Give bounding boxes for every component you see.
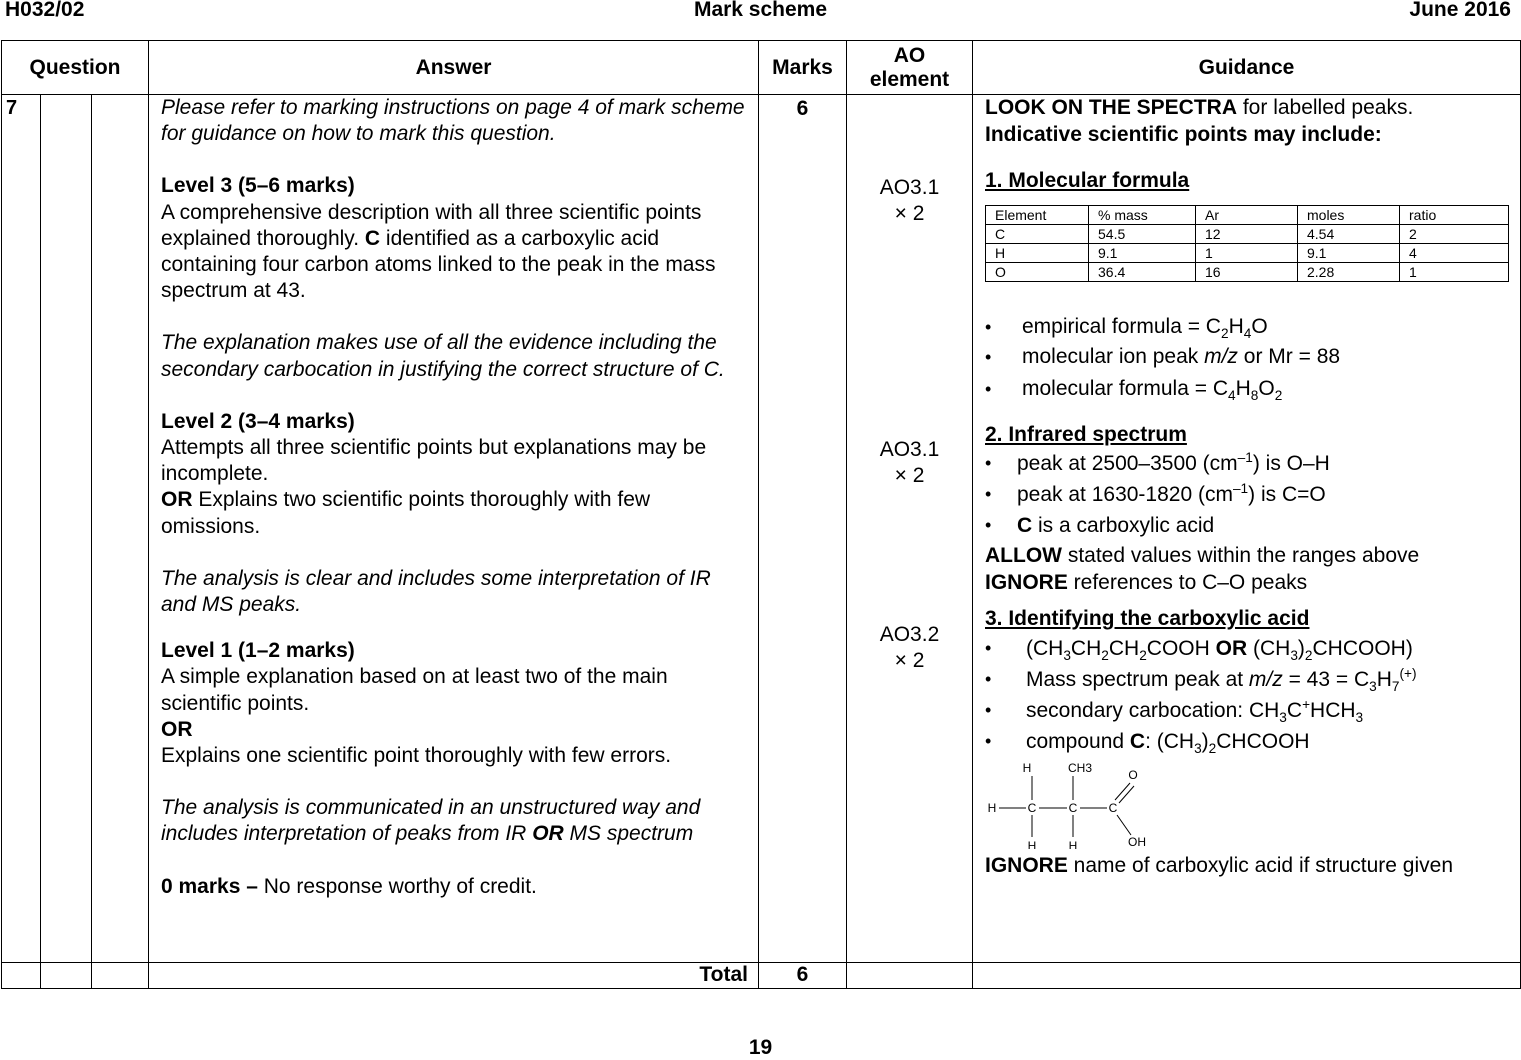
ir-carboxylic: • C is a carboxylic acid bbox=[985, 510, 1510, 541]
question-number: 7 bbox=[2, 95, 41, 963]
ms-peak: • Mass spectrum peak at $m/z = 43 = C_3H_7^{(+)}$ bbox=[985, 664, 1510, 695]
level2-text: Attempts all three scientific points but explanations may be incomplete. bbox=[161, 436, 707, 486]
answer-cell bbox=[149, 95, 759, 963]
struct-atom-h: H bbox=[1027, 838, 1037, 849]
moles-table bbox=[985, 205, 1509, 282]
ao-item: AO3.1 × 2 bbox=[879, 438, 940, 487]
struct-atom-c: C bbox=[1108, 800, 1118, 815]
zero-marks: 0 marks – No response worthy of credit. bbox=[161, 874, 537, 898]
section2-list bbox=[985, 448, 1510, 541]
level3-heading: Level 3 (5–6 marks) bbox=[161, 174, 355, 198]
ao-item: AO3.2 × 2 bbox=[879, 623, 940, 672]
level2-italic: The analysis is clear and includes some interpretation of IR and MS peaks. bbox=[161, 566, 711, 617]
level1-heading: Level 1 (1–2 marks) bbox=[161, 639, 355, 663]
level1-or: OR bbox=[161, 717, 193, 741]
molecular-ion: • molecular ion peak m/z or Mr = 88 bbox=[985, 342, 1510, 372]
level3-italic: The explanation makes use of all the evidence including the secondary carbocation in justifying the correct structure of C. bbox=[161, 331, 725, 381]
level2-heading: Level 2 (3–4 marks) bbox=[161, 409, 355, 433]
section1-list bbox=[985, 312, 1510, 404]
allow-line: ALLOW stated values within the ranges above bbox=[985, 544, 1420, 567]
level2-or-text: OR Explains two scientific points thoroughly with few omissions. bbox=[161, 488, 651, 538]
ao-item: AO3.1 × 2 bbox=[879, 176, 940, 225]
moles-table-header: Element % mass Ar moles ratio bbox=[986, 205, 1509, 224]
carbocation: • secondary carbocation: $CH_3C^+HCH_3$ bbox=[985, 695, 1510, 726]
struct-group-oh: OH bbox=[1128, 834, 1146, 849]
marks-value: 6 bbox=[759, 95, 847, 963]
isomer-formulae: • ($CH_3CH_2CH_2COOH$ OR $(CH_3)_2CHCOOH$) bbox=[985, 633, 1510, 664]
moles-table-row: C 54.5 12 4.54 2 bbox=[986, 224, 1509, 243]
col-marks: Marks bbox=[759, 41, 847, 95]
col-question: Question bbox=[2, 41, 149, 95]
struct-atom-c: C bbox=[1027, 800, 1037, 815]
struct-atom-h: H bbox=[1022, 760, 1032, 775]
ir-peak-co: • peak at 1630-1820 $(cm^{-1})$ is C=O bbox=[985, 479, 1510, 510]
level1-text: A simple explanation based on at least two of the main scientific points. bbox=[161, 665, 668, 715]
moles-table-row: H 9.1 1 9.1 4 bbox=[986, 243, 1509, 262]
page-number: 19 bbox=[748, 1036, 773, 1059]
molecular-formula: • molecular formula = $C_4H_8O_2$ bbox=[985, 374, 1510, 404]
question-row bbox=[2, 95, 1521, 963]
struct-atom-h: H bbox=[1068, 838, 1078, 849]
guidance-cell bbox=[973, 95, 1521, 963]
total-value: 6 bbox=[759, 963, 847, 989]
section1-heading: 1. Molecular formula bbox=[985, 169, 1190, 192]
question-subpart bbox=[92, 95, 149, 963]
ir-peak-oh: • peak at 2500–3500 $(cm^{-1})$ is O–H bbox=[985, 448, 1510, 479]
structural-formula bbox=[985, 757, 1185, 849]
section3-heading: 3. Identifying the carboxylic acid bbox=[985, 607, 1310, 630]
look-line: LOOK ON THE SPECTRA for labelled peaks. bbox=[985, 96, 1414, 119]
answer-intro: Please refer to marking instructions on page 4 of mark scheme for guidance on how to mark this question. bbox=[161, 96, 745, 146]
ignore-line: IGNORE references to C–O peaks bbox=[985, 570, 1308, 594]
doc-code: H032/02 bbox=[5, 0, 85, 21]
total-label: Total bbox=[149, 963, 759, 989]
section3-list bbox=[985, 633, 1510, 757]
struct-atom-o: O bbox=[1128, 767, 1138, 782]
col-ao: AO element bbox=[847, 41, 973, 95]
indicative-line: Indicative scientific points may include: bbox=[985, 122, 1382, 146]
level1-text2: Explains one scientific point thoroughly with few errors. bbox=[161, 744, 672, 768]
doc-date: June 2016 bbox=[1409, 0, 1511, 21]
moles-table-row: O 36.4 16 2.28 1 bbox=[986, 262, 1509, 281]
empirical-formula: • empirical formula = $C_2H_4O$ bbox=[985, 312, 1510, 342]
col-guidance: Guidance bbox=[973, 41, 1521, 95]
mark-scheme-table bbox=[1, 40, 1521, 989]
ao-cell bbox=[847, 95, 973, 963]
ignore-name-line: IGNORE name of carboxylic acid if structure given bbox=[985, 853, 1454, 877]
level3-text: A comprehensive description with all three scientific points explained thoroughly. C identified as a carboxylic acid containing four carbon atoms linked to the peak in the mass spectrum at 43. bbox=[161, 200, 716, 303]
struct-atom-h: H bbox=[987, 800, 997, 815]
struct-atom-c: C bbox=[1068, 800, 1078, 815]
section2-heading: 2. Infrared spectrum bbox=[985, 422, 1187, 446]
question-part bbox=[41, 95, 92, 963]
doc-title: Mark scheme bbox=[693, 0, 828, 21]
struct-group-ch3: CH3 bbox=[1067, 760, 1093, 775]
compound-c: • compound C: $(CH_3)_2CHCOOH$ bbox=[985, 726, 1510, 757]
level1-italic: The analysis is communicated in an unstructured way and includes interpretation of peaks from IR OR MS spectrum bbox=[161, 796, 701, 846]
total-row bbox=[2, 963, 1521, 989]
header-row bbox=[2, 41, 1521, 95]
col-answer: Answer bbox=[149, 41, 759, 95]
